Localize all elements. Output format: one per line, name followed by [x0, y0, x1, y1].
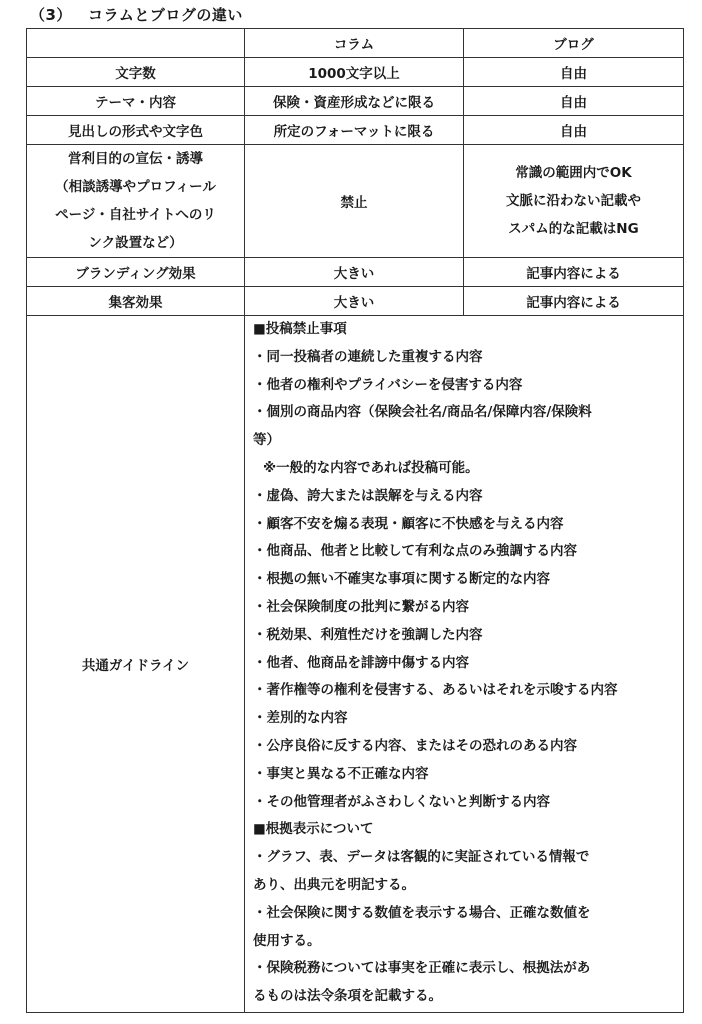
table-row-guideline — [27, 316, 684, 1013]
blog-line: スパム的な記載はNG — [508, 221, 639, 237]
column-value: 所定のフォーマットに限る — [245, 116, 464, 145]
guideline-line: ・グラフ、表、データは客観的に実証されている情報で — [253, 849, 590, 866]
guideline-line: るものは法令条項を記載する。 — [253, 988, 442, 1005]
row-label: 集客効果 — [27, 287, 245, 316]
guideline-line: ・顧客不安を煽る表現・顧客に不快感を与える内容 — [253, 515, 564, 532]
guideline-line: ・差別的な内容 — [253, 710, 348, 727]
row-label: テーマ・内容 — [27, 87, 245, 116]
guideline-line: ・他商品、他者と比較して有利な点のみ強調する内容 — [253, 543, 577, 560]
table-row — [27, 58, 684, 87]
guideline-line: 使用する。 — [253, 932, 321, 949]
column-value: 保険・資産形成などに限る — [245, 87, 464, 116]
guideline-line: ・その他管理者がふさわしくないと判断する内容 — [253, 793, 550, 810]
label-line: （相談誘導やプロフィール — [55, 179, 216, 195]
guideline-line: ・社会保険制度の批判に繋がる内容 — [253, 598, 469, 615]
blog-value: 記事内容による — [464, 258, 684, 287]
guideline-line: ・他者、他商品を誹謗中傷する内容 — [253, 654, 469, 671]
row-label — [27, 145, 245, 258]
label-line: 営利目的の宣伝・誘導 — [68, 151, 203, 167]
blog-line: 文脈に沿わない記載や — [506, 193, 641, 209]
guideline-line: あり、出典元を明記する。 — [253, 876, 415, 893]
row-label: ブランディング効果 — [27, 258, 245, 287]
label-line: ンク設置など） — [88, 235, 183, 251]
row-label: 見出しの形式や文字色 — [27, 116, 245, 145]
table-row-commercial — [27, 145, 684, 258]
guideline-line: ・虚偽、誇大または誤解を与える内容 — [253, 487, 483, 504]
section-title — [30, 4, 243, 25]
guideline-line: ・他者の権利やプライバシーを侵害する内容 — [253, 376, 523, 393]
header-cell-blog: ブログ — [464, 29, 684, 58]
row-label: 文字数 — [27, 58, 245, 87]
guideline-line: ・個別の商品内容（保険会社名/商品名/保障内容/保険料 — [253, 404, 592, 421]
guideline-heading: ■投稿禁止事項 — [253, 321, 347, 337]
blog-value: 自由 — [464, 58, 684, 87]
guideline-line: ・同一投稿者の連続した重複する内容 — [253, 348, 483, 365]
guideline-line: ・著作権等の権利を侵害する、あるいはそれを示唆する内容 — [253, 682, 618, 699]
guideline-line: ・社会保険に関する数値を表示する場合、正確な数値を — [253, 904, 591, 921]
column-value: 大きい — [245, 287, 464, 316]
header-cell-column: コラム — [245, 29, 464, 58]
blog-value: 自由 — [464, 116, 684, 145]
guideline-line: ・税効果、利殖性だけを強調した内容 — [253, 626, 483, 643]
column-value: 1000文字以上 — [245, 58, 464, 87]
guideline-line: ・公序良俗に反する内容、またはその恐れのある内容 — [253, 737, 577, 754]
header-cell-empty — [27, 29, 245, 58]
column-value: 禁止 — [245, 145, 464, 258]
blog-line: 常識の範囲内でOK — [515, 165, 632, 181]
guideline-heading: ■根拠表示について — [253, 821, 374, 838]
comparison-table — [26, 28, 684, 1013]
blog-value: 自由 — [464, 87, 684, 116]
section-number: （3） — [30, 6, 72, 24]
label-line: ページ・自社サイトへのリ — [55, 207, 216, 223]
table-row — [27, 87, 684, 116]
guideline-line: ・根拠の無い不確実な事項に関する断定的な内容 — [253, 571, 550, 588]
table-row — [27, 287, 684, 316]
table-row — [27, 116, 684, 145]
guideline-line: ・保険税務については事実を正確に表示し、根拠法があ — [253, 960, 591, 977]
table-row — [27, 258, 684, 287]
guideline-content — [245, 316, 684, 1013]
section-title-text: コラムとブログの違い — [88, 6, 243, 24]
column-value: 大きい — [245, 258, 464, 287]
guideline-note: ※一般的な内容であれば投稿可能。 — [263, 459, 479, 476]
blog-value: 記事内容による — [464, 287, 684, 316]
row-label: 共通ガイドライン — [27, 316, 245, 1013]
guideline-line: 等） — [253, 432, 280, 449]
guideline-line: ・事実と異なる不正確な内容 — [253, 765, 429, 782]
header-row — [27, 29, 684, 58]
blog-value — [464, 145, 684, 258]
